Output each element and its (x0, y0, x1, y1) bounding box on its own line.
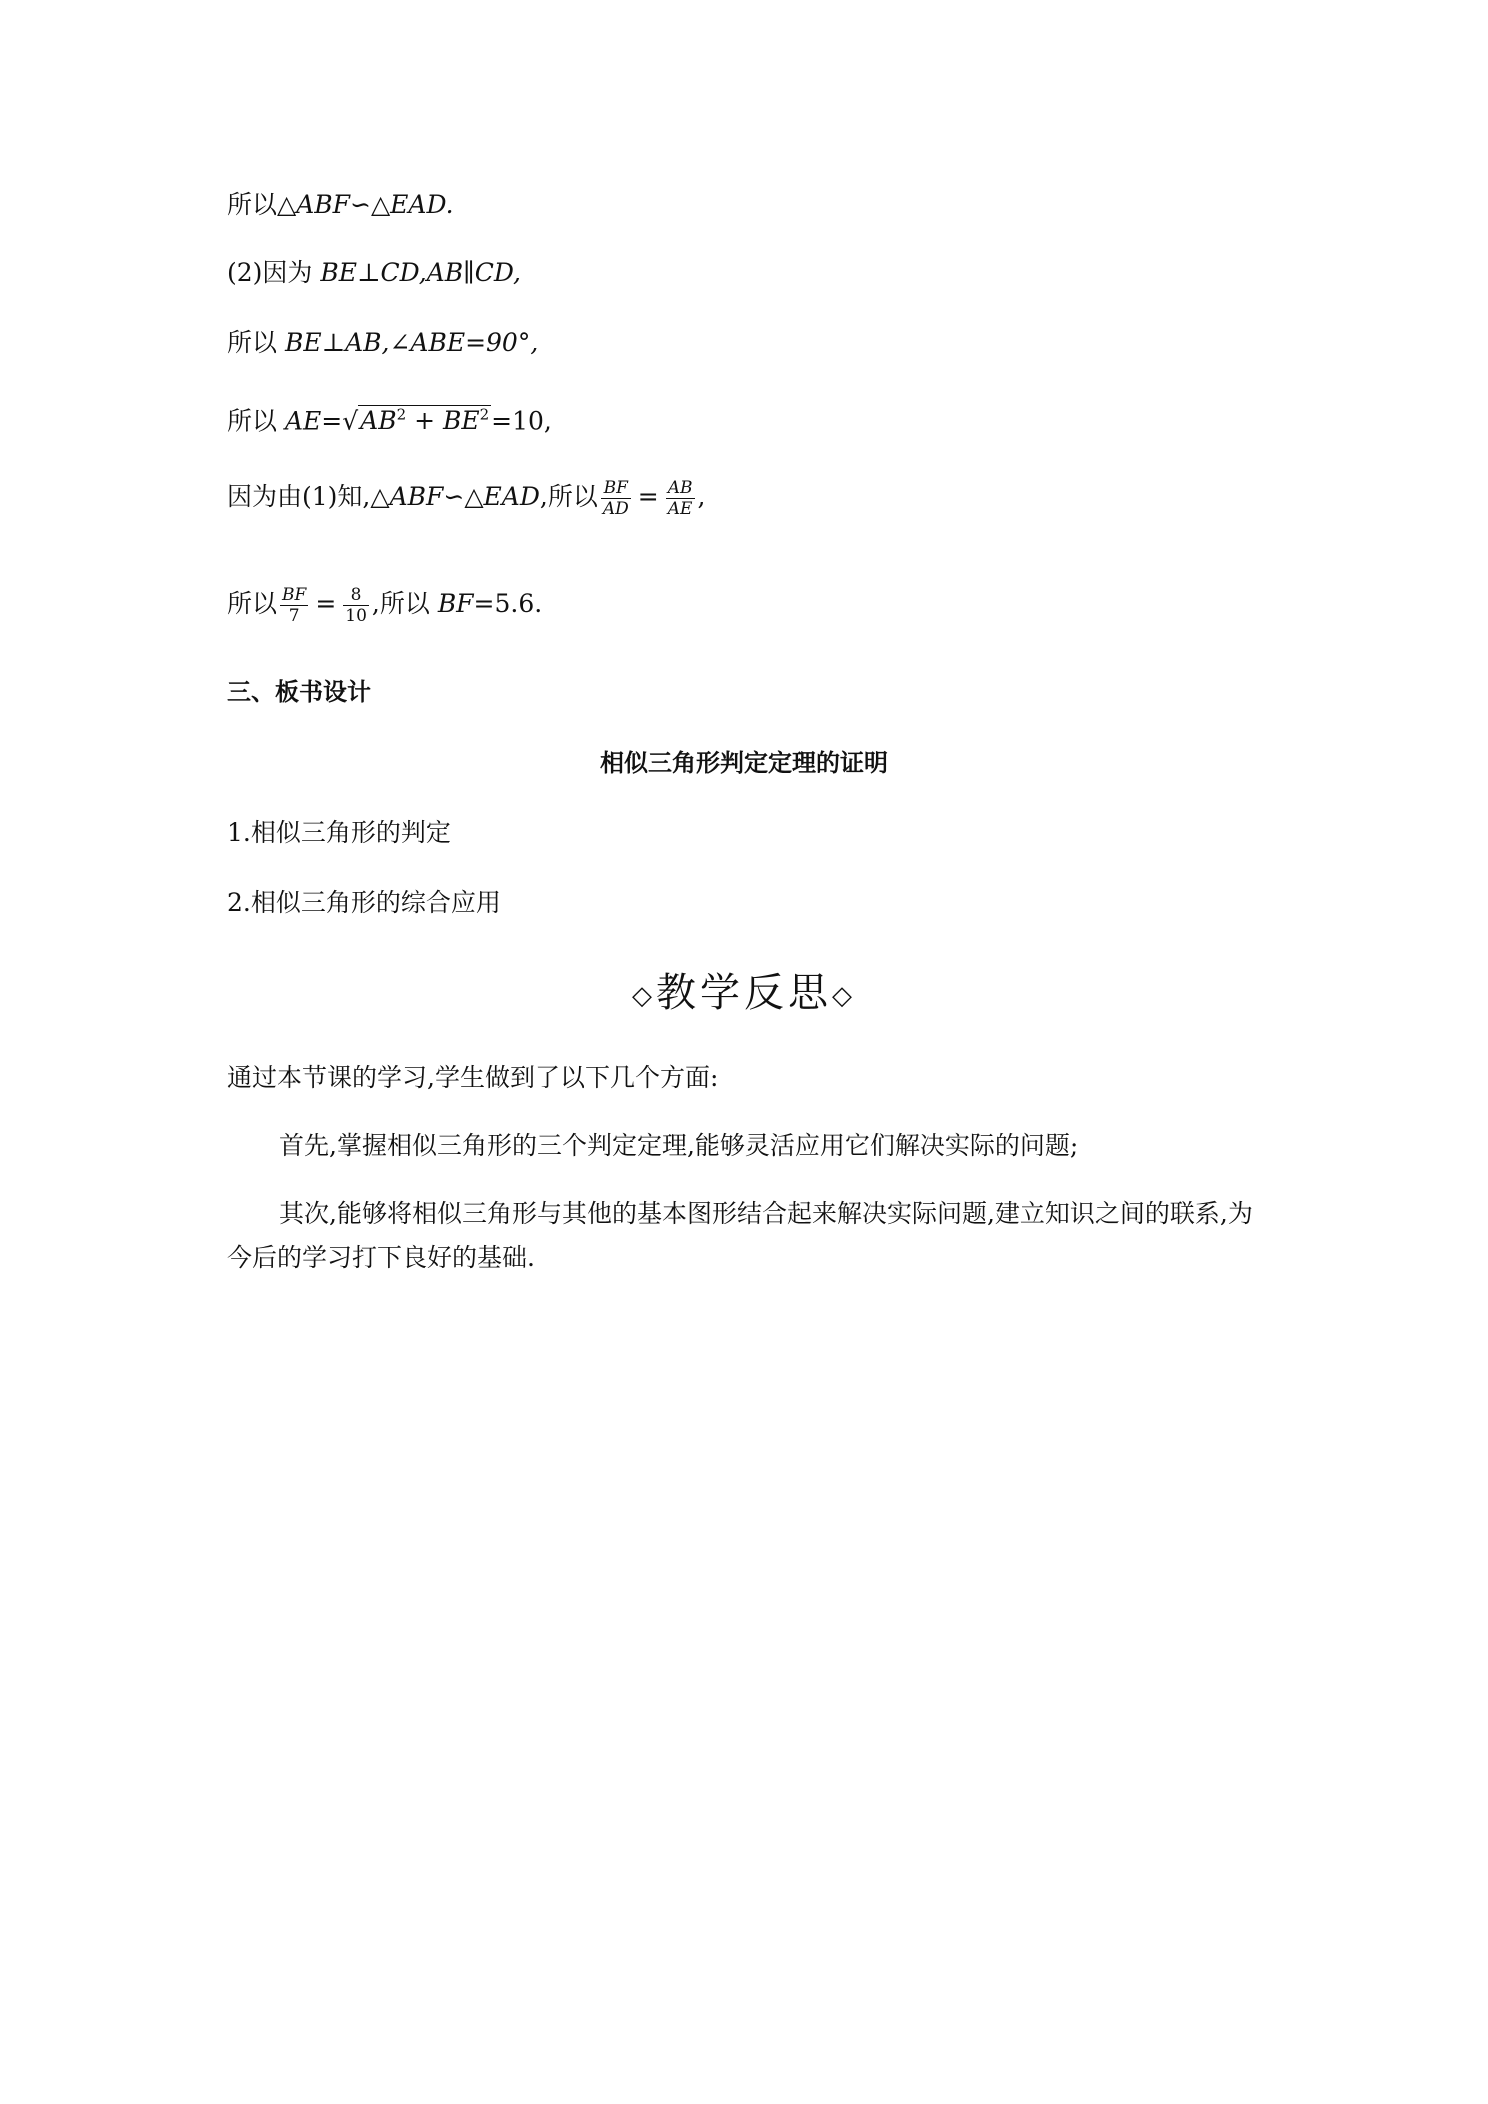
board-item: 1.相似三角形的判定 (227, 818, 451, 847)
text: ,所以 (371, 589, 438, 618)
fraction (280, 585, 308, 626)
proof-line-1 (227, 188, 454, 222)
numerator: BF (601, 478, 631, 499)
exponent: 2 (479, 406, 490, 424)
radicand-term: BE (442, 406, 480, 436)
text: 所以 (227, 589, 278, 618)
proof-line-3 (227, 326, 538, 360)
diamond-icon: ◇ (632, 981, 656, 1011)
text: , (697, 482, 706, 511)
math-expression: △ABF∽△EAD. (277, 190, 454, 219)
text: 因为由(1)知, (227, 482, 371, 511)
math-expression: BE⊥AB,∠ABE=90°, (284, 328, 539, 357)
math-expression: △ABF∽△EAD (370, 482, 540, 511)
denominator: 10 (345, 606, 367, 626)
plus-sign: + (406, 406, 443, 436)
text: 所以 (227, 190, 278, 219)
text: ,所以 (539, 482, 598, 511)
text: =5.6. (473, 589, 543, 618)
section-heading: 三、板书设计 (227, 678, 371, 706)
denominator: 7 (288, 606, 300, 626)
reflection-paragraph: 其次,能够将相似三角形与其他的基本图形结合起来解决实际问题,建立知识之间的联系,为今后的学习打下良好的基础. (227, 1199, 1253, 1272)
reflection-paragraph: 首先,掌握相似三角形的三个判定定理,能够灵活应用它们解决实际的问题; (279, 1131, 1079, 1160)
reflection-title (0, 965, 1488, 1024)
radicand-term: AB (360, 406, 397, 436)
math-expression: BF (437, 589, 474, 618)
numerator: BF (282, 585, 307, 605)
board-item: 2.相似三角形的综合应用 (227, 888, 501, 917)
proof-line-5 (227, 478, 705, 519)
sqrt-expression: $√AB^2 + BE^2$ (342, 406, 490, 436)
equals-sign: = (315, 589, 337, 618)
exponent: 2 (396, 406, 407, 424)
numerator: 8 (343, 585, 369, 606)
denominator: AD (602, 499, 629, 519)
math-expression: BE⊥CD,AB∥CD, (320, 258, 521, 287)
proof-line-4 (227, 398, 552, 438)
fraction (666, 478, 695, 519)
text: 所以 (227, 406, 285, 436)
denominator: AE (667, 499, 693, 519)
diamond-icon: ◇ (832, 981, 856, 1011)
reflection-title-text: 教学反思 (656, 970, 832, 1016)
text: 所以 (227, 328, 285, 357)
math-expression: AE= (284, 406, 343, 436)
proof-line-6 (227, 585, 542, 626)
equals-sign: = (637, 482, 659, 511)
fraction (343, 585, 369, 626)
math-expression: =10, (491, 406, 552, 436)
numerator: AB (667, 478, 693, 498)
board-title: 相似三角形判定定理的证明 (600, 749, 888, 777)
fraction (601, 478, 631, 519)
proof-line-2 (227, 256, 521, 290)
reflection-paragraph: 通过本节课的学习,学生做到了以下几个方面: (227, 1063, 719, 1092)
text: (2)因为 (227, 258, 321, 287)
